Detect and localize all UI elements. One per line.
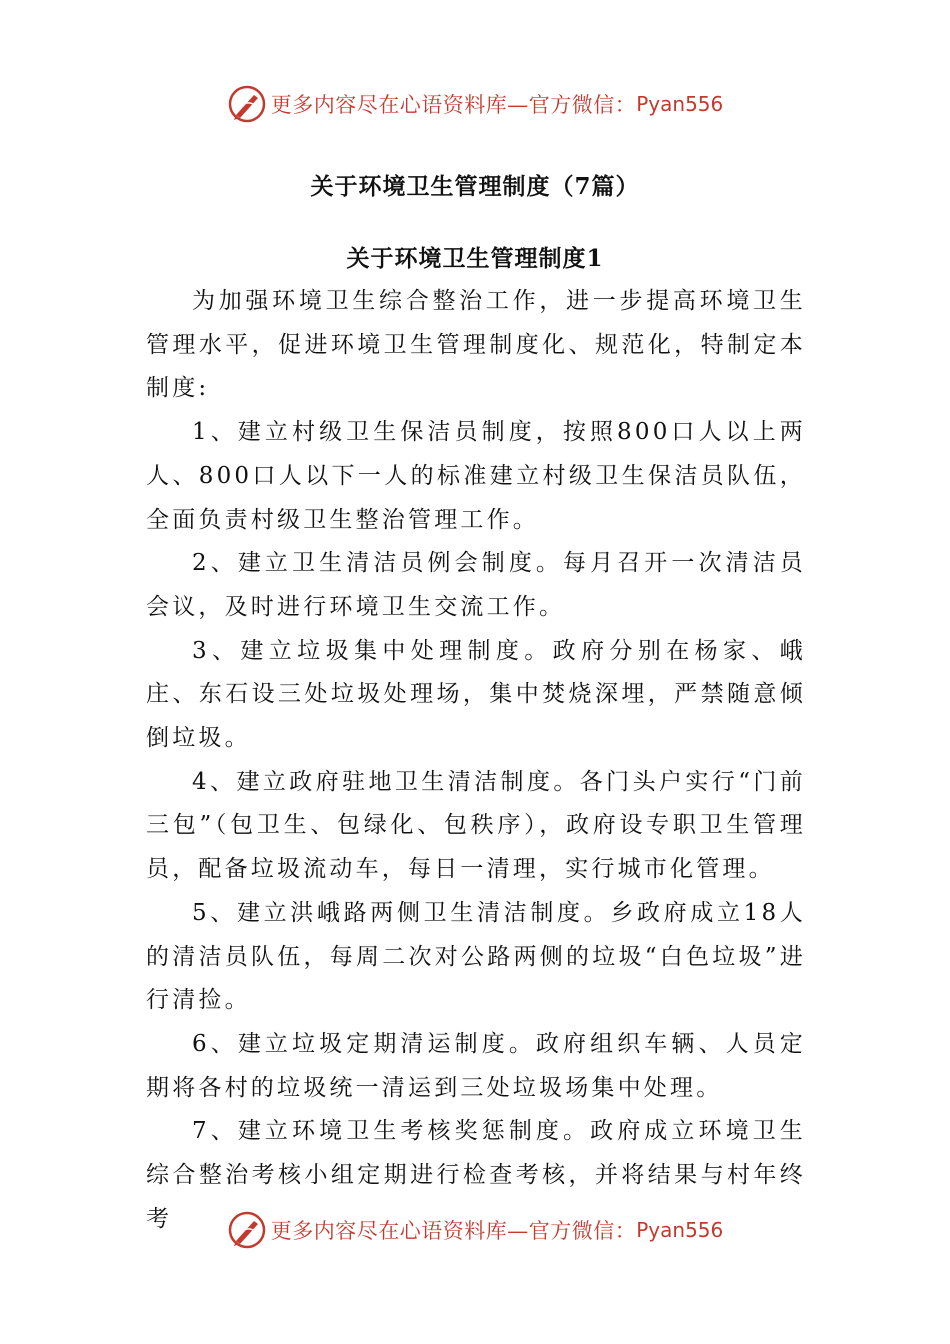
document-body (146, 280, 806, 1241)
banner-account: Pyan556 (636, 92, 724, 116)
pen-logo-icon (227, 1210, 267, 1250)
paragraph-item-4: 4、建立政府驻地卫生清洁制度。各门头户实行“门前三包”（包卫生、包绿化、包秩序），政府设专职卫生管理员，配备垃圾流动车，每日一清理，实行城市化管理。 (146, 768, 806, 883)
pen-logo-icon (227, 84, 267, 124)
footer-watermark-banner (0, 1206, 950, 1254)
paragraph-item-6: 6、建立垃圾定期清运制度。政府组织车辆、人员定期将各村的垃圾统一清运到三处垃圾场集中处理。 (146, 1030, 806, 1101)
banner-account: Pyan556 (636, 1218, 724, 1242)
paragraph-item-5: 5、建立洪峨路两侧卫生清洁制度。乡政府成立18人的清洁员队伍，每周二次对公路两侧的垃圾“白色垃圾”进行清捡。 (146, 899, 806, 1014)
banner-text: 更多内容尽在心语资料库—官方微信： (270, 93, 637, 117)
paragraph-item-1: 1、建立村级卫生保洁员制度，按照800口人以上两人、800口人以下一人的标准建立村级卫生保洁员队伍，全面负责村级卫生整治管理工作。 (146, 419, 806, 533)
paragraph-item-2: 2、建立卫生清洁员例会制度。每月召开一次清洁员会议，及时进行环境卫生交流工作。 (146, 550, 806, 620)
document-title: 关于环境卫生管理制度（7篇） (310, 173, 640, 200)
banner-text: 更多内容尽在心语资料库—官方微信： (270, 1219, 637, 1243)
paragraph-item-7: 7、建立环境卫生考核奖惩制度。政府成立环境卫生综合整治考核小组定期进行检查考核，并将结果与村年终考 (146, 1118, 806, 1232)
header-watermark-banner (0, 80, 950, 128)
section-title: 关于环境卫生管理制度1 (346, 245, 604, 272)
paragraph-item-3: 3、建立垃圾集中处理制度。政府分别在杨家、峨庄、东石设三处垃圾处理场，集中焚烧深埋，严禁随意倾倒垃圾。 (146, 637, 806, 752)
paragraph-intro: 为加强环境卫生综合整治工作，进一步提高环境卫生管理水平，促进环境卫生管理制度化、规范化，特制定本制度: (146, 288, 806, 402)
